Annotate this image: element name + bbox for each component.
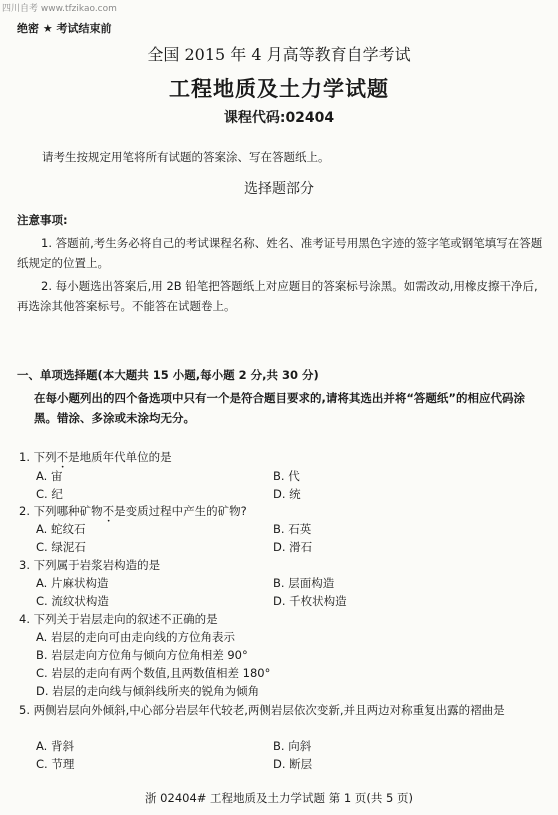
question-option: C. 节理	[36, 757, 75, 771]
page-title: 工程地质及土力学试题	[169, 77, 389, 101]
question-option: A. 片麻状构造	[36, 576, 109, 590]
section-heading: 一、单项选择题(本大题共 15 小题,每小题 2 分,共 30 分)	[17, 368, 319, 382]
question-option: D. 千枚状构造	[273, 594, 347, 608]
question-option: D. 断层	[273, 757, 313, 771]
notice-heading: 注意事项:	[17, 213, 68, 227]
part-title: 选择题部分	[244, 181, 314, 197]
notice-item: 1. 答题前,考生务必将自己的考试课程名称、姓名、准考证号用黑色字迹的签字笔或钢笔填写在答题纸规定的位置上。	[17, 236, 543, 270]
question-option: B. 代	[273, 469, 300, 483]
question-option: A. 蛇纹石	[36, 522, 86, 536]
question-stem: 2. 下列哪种矿物不是变质过程中产生的矿物?	[19, 504, 247, 518]
page-footer: 浙 02404# 工程地质及土力学试题 第 1 页(共 5 页)	[145, 791, 413, 805]
question-option: A. 宙	[36, 469, 63, 483]
question-option: C. 岩层的走向有两个数值,且两数值相差 180°	[36, 666, 271, 680]
question-option: B. 层面构造	[273, 576, 335, 590]
section-description: 在每小题列出的四个备选项中只有一个是符合题目要求的,请将其选出并将“答题纸”的相应代码涂黑。错涂、多涂或未涂均无分。	[34, 391, 525, 425]
question-stem: 5. 两侧岩层向外倾斜,中心部分岩层年代较老,两侧岩层依次变新,并且两边对称重复出露的褶曲是	[19, 703, 505, 717]
question-option: B. 岩层走向方位角与倾向方位角相差 90°	[36, 648, 248, 662]
question-option: D. 岩层的走向线与倾斜线所夹的锐角为倾角	[36, 684, 260, 698]
question-option: B. 石英	[273, 522, 312, 536]
exam-name: 全国 2015 年 4 月高等教育自学考试	[147, 45, 411, 64]
confidential-label: 绝密 ★ 考试结束前	[17, 22, 112, 35]
question-option: D. 统	[273, 487, 301, 501]
question-stem: 3. 下列属于岩浆岩构造的是	[19, 558, 161, 572]
question-option: C. 纪	[36, 487, 63, 501]
question-stem: 1. 下列不是地质年代单位的是	[19, 450, 172, 464]
watermark-text: 四川自考 www.tfzikao.com	[2, 4, 117, 14]
question-option: D. 滑石	[273, 540, 313, 554]
notice-item: 2. 每小题选出答案后,用 2B 铅笔把答题纸上对应题目的答案标号涂黑。如需改动,用橡皮擦干净后,再选涂其他答案标号。不能答在试题卷上。	[17, 279, 538, 313]
question-stem: 4. 下列关于岩层走向的叙述不正确的是	[19, 612, 218, 626]
instruction-text: 请考生按规定用笔将所有试题的答案涂、写在答题纸上。	[42, 150, 330, 164]
question-option: A. 岩层的走向可由走向线的方位角表示	[36, 630, 235, 644]
question-option: C. 流纹状构造	[36, 594, 109, 608]
question-option: C. 绿泥石	[36, 540, 86, 554]
question-option: B. 向斜	[273, 739, 312, 753]
course-code: 课程代码:02404	[223, 110, 335, 126]
question-option: A. 背斜	[36, 739, 74, 753]
